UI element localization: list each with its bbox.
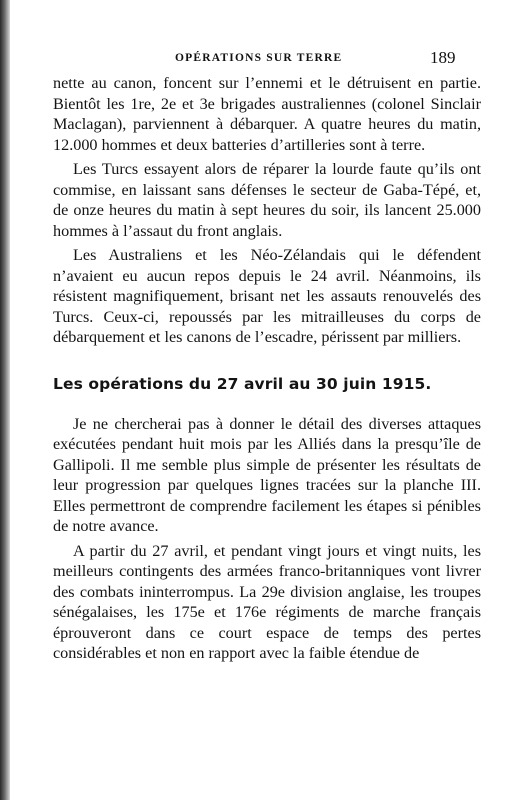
section-heading: Les opérations du 27 avril au 30 juin 1915. [53,374,432,393]
running-header [10,48,516,70]
paragraph-turkish-counterattack: Les Turcs essayent alors de réparer la lourde faute qu’ils ont commise, en laissant sans défenses le secteur de Gaba-Tépé, et, de onze heures du matin à sept heures du soir, ils lancent 25.000 hommes à l’assaut du front anglais. [53,160,481,240]
binding-shadow [0,0,10,800]
paragraph-anzac-resistance: Les Australiens et les Néo-Zélandais qui le défendent n’avaient eu aucun repos depuis le 24 avril. Néanmoins, ils résistent magnifiquement, brisant net les assauts renouvelés des Turcs. Ceux-ci, repoussés par les mitrailleuses du corps de débarquement et les canons de l’escadre, périssent par milliers. [53,246,481,346]
page-number: 189 [430,48,456,67]
body-text [53,73,481,668]
paragraph-april-27-onward: A partir du 27 avril, et pendant vingt jours et vingt nuits, les meilleurs contingents des armées franco-britanniques vont livrer des combats ininterrompus. La 29e division anglaise, les troupes sénégalaises, les 175e et 176e régiments de marche français éprouveront dans ce court espace de temps des pertes considérables et non en rapport avec la faible étendue de [53,541,481,662]
book-page [10,0,516,800]
paragraph-continuation: nette au canon, foncent sur l’ennemi et le détruisent en partie. Bientôt les 1re, 2e et 3e brigades australiennes (colonel Sinclair Maclagan), parviennent à débarquer. A quatre heures du matin, 12.000 hommes et deux batteries d’artilleries sont à terre. [53,74,481,154]
paragraph-overview: Je ne chercherai pas à donner le détail des diverses attaques exécutées pendant huit mois par les Alliés dans la presqu’île de Gallipoli. Il me semble plus simple de présenter les résultats de leur progression par quelques lignes tracées sur la planche III. Elles permettront de comprendre facilement les étapes si pénibles de notre avance. [53,414,481,535]
running-title: OPÉRATIONS SUR TERRE [175,52,343,64]
